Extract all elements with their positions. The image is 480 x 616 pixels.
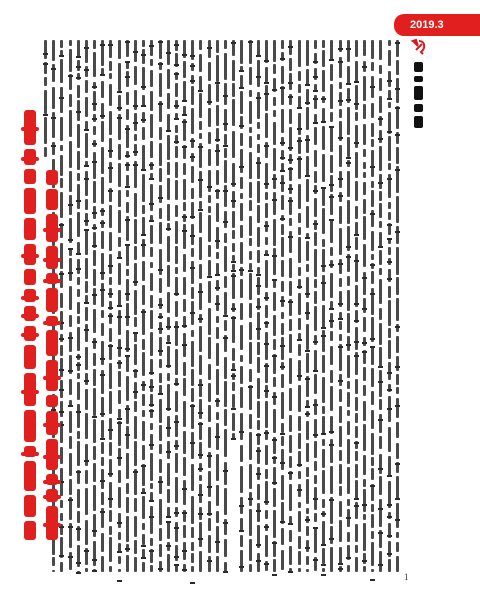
text-column bbox=[240, 40, 244, 572]
text-column bbox=[69, 40, 73, 572]
text-column bbox=[134, 40, 138, 572]
text-column bbox=[175, 40, 179, 572]
text-column bbox=[167, 40, 171, 572]
issue-badge-label: 2019.3 bbox=[410, 19, 444, 31]
text-column bbox=[191, 40, 195, 572]
text-column bbox=[298, 40, 302, 572]
text-column bbox=[388, 40, 392, 572]
text-column bbox=[109, 40, 113, 572]
text-column bbox=[339, 40, 343, 572]
text-column bbox=[232, 40, 236, 440]
text-column bbox=[224, 40, 228, 572]
text-column bbox=[93, 40, 97, 572]
text-column bbox=[150, 40, 154, 572]
text-column bbox=[371, 40, 375, 572]
text-column bbox=[208, 40, 212, 572]
text-column bbox=[183, 40, 187, 572]
text-column bbox=[355, 40, 359, 572]
text-column bbox=[363, 40, 367, 572]
text-column bbox=[347, 40, 351, 572]
text-column bbox=[314, 40, 318, 572]
text-column bbox=[322, 40, 326, 572]
text-column bbox=[60, 40, 64, 572]
text-column bbox=[249, 40, 253, 572]
text-column bbox=[306, 40, 310, 572]
text-column bbox=[273, 40, 277, 572]
text-column bbox=[396, 40, 400, 572]
text-column bbox=[379, 40, 383, 572]
article-title-line-1 bbox=[24, 110, 38, 540]
section-heading bbox=[410, 36, 428, 196]
text-column bbox=[142, 40, 146, 572]
text-column bbox=[77, 40, 81, 572]
text-column bbox=[199, 40, 203, 572]
text-column bbox=[289, 40, 293, 572]
text-column bbox=[257, 40, 261, 572]
text-column bbox=[101, 40, 105, 572]
text-column bbox=[44, 40, 48, 160]
body-text bbox=[44, 40, 404, 572]
page-number: 1 bbox=[404, 572, 409, 582]
issue-badge bbox=[394, 14, 480, 36]
text-column bbox=[118, 40, 122, 572]
text-column bbox=[265, 40, 269, 572]
text-column bbox=[330, 40, 334, 572]
text-column bbox=[126, 40, 130, 572]
text-column bbox=[85, 40, 89, 572]
text-column bbox=[159, 40, 163, 572]
text-column bbox=[281, 40, 285, 572]
article-title-line-2 bbox=[46, 170, 60, 540]
text-column bbox=[216, 40, 220, 572]
